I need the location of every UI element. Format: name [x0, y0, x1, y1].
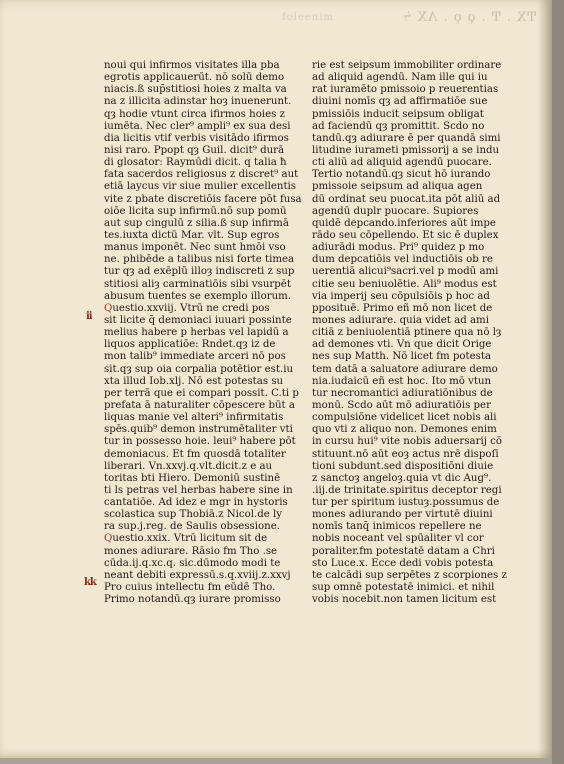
folio-heading: foleenim: [282, 12, 334, 23]
text-line: tes.iuxta dictū Mar. vlt. Sup egros: [104, 229, 280, 241]
text-line: qȝ hodie vtunt circa ifirmos hoies z: [104, 108, 285, 120]
text-line: per terrā que ei compari possit. C.ti p: [104, 387, 299, 399]
text-line: adiurādi modus. Pri⁹ quidez p mo: [312, 242, 485, 254]
text-line: Primo notandū.qȝ iurare promisso: [104, 594, 281, 606]
margin-mark-kk: kk: [84, 577, 96, 588]
text-line: oiōe licita sup infirmū.nō sup pomū: [104, 205, 287, 217]
text-line: ad aliquid agendū. Nam ille qui iu: [312, 72, 488, 84]
right-text-column: [312, 60, 512, 606]
text-line: na z illicita adinstar hoȝ inuenerunt.: [104, 96, 292, 108]
text-line: liquos applicatiōe: Rndet.qȝ iz de: [104, 339, 276, 351]
text-line: cti aliū ad aliquid agendū puocare.: [312, 157, 492, 169]
text-line: nisi raro. Ppopt qȝ Guil. dicit⁹ durā: [104, 144, 285, 156]
text-line: tem datā a saluatore adiurare demo: [312, 363, 498, 375]
text-line: dū ordinat seu puocat.ita pōt aliū ad: [312, 193, 501, 205]
text-line: ad demones vti. Vn que dicit Orige: [312, 339, 492, 351]
text-line: nia.iudaicū eñ est hoc. Ito mō vtun: [312, 375, 492, 387]
text-line: dum depcatiōis vel inductiōis ob re: [312, 254, 493, 266]
text-line: cantatiōe. Ad idez e mgr in hystoris: [104, 497, 288, 509]
text-line: pmissoie seipsum ad aliqua agen: [312, 181, 483, 193]
text-line: manus imponēt. Nec sunt hmōi vso: [104, 242, 286, 254]
margin-mark-ii: ii: [86, 311, 92, 322]
text-line: sit.qȝ sup oia corpalia potētior est.iu: [104, 363, 294, 375]
text-line: fata sacerdos religiosus z discret⁹ aut: [104, 169, 299, 181]
text-line: via imperij seu cōpulsiōis p hoc ad: [312, 290, 490, 302]
text-line: xta illud Iob.xlj. Nō est potestas su: [104, 375, 284, 387]
text-line: mones adiurando per virtutē diuini: [312, 509, 493, 521]
text-line: litudine iurameti pmissorij a se indu: [312, 144, 500, 156]
text-line: ra sup.j.reg. de Saulis obsessione.: [104, 521, 280, 533]
text-line: vite z pbate discretiōis facere pōt fusa: [104, 193, 302, 205]
text-line: pmissiōis inducit seipsum obligat: [312, 108, 484, 120]
text-line: agendū duplr puocare. Supiores: [312, 205, 479, 217]
text-line: stitiosi aliȝ carminatiōis sibi vsurpēt: [104, 278, 291, 290]
text-line: Questio.xxix. Vtrū licitum sit de: [104, 533, 268, 545]
text-line: cūda.ij.q.xc.q. sic.dūmodo modi te: [104, 557, 281, 569]
text-line: ti ls petras vel herbas habere sine in: [104, 484, 293, 496]
text-line: quo vti z aliquo non. Demones enim: [312, 424, 497, 436]
text-line: iumēta. Nec cler⁹ ampli⁹ ex sua desi: [104, 120, 291, 132]
text-line: egrotis applicauerūt. nō solū demo: [104, 72, 285, 84]
text-line: tur qȝ ad exēplū illoȝ indiscreti z sup: [104, 266, 295, 278]
text-line: prefata ā naturaliter cōpescere būt a: [104, 399, 295, 411]
text-line: te calcādi sup serpētes z scorpiones z: [312, 569, 507, 581]
text-line: tandū.qȝ adiurare ē per quandā simi: [312, 132, 501, 144]
text-line: citiā z beniuolentiā ptinere qua nō lȝ: [312, 327, 502, 339]
text-line: Questio.xxviij. Vtrū ne credi pos: [104, 302, 270, 314]
bleed-through-heading: ͲX . Ͳ . ǫ ǫ . ɅX ϟ: [402, 10, 536, 25]
text-line: vobis nocebit.non tamen licitum est: [312, 594, 497, 606]
text-line: mones adiurare. Rāsio fm Tho .se: [104, 545, 278, 557]
text-line: di glosator: Raymūdi dicit. q talia ħ: [104, 157, 287, 169]
text-line: niacis.ß sup̄stitiosi hoies z malta va: [104, 84, 287, 96]
text-line: pposituē. Primo eñ mō non licet de: [312, 302, 493, 314]
text-line: sup omnē potestatē inimici. et nihil: [312, 582, 495, 594]
text-line: sit licite q̄ demoniaci iuuari possinte: [104, 314, 292, 326]
text-line: ne. phibēde a talibus nisi forte timea: [104, 254, 295, 266]
text-line: z sanctoȝ angeloȝ.quia vt dic Aug⁹.: [312, 472, 492, 484]
text-line: dia licitis vtif verbis visitādo ifirmos: [104, 132, 289, 144]
text-line: quidē depcando.inferiores aūt impe: [312, 217, 496, 229]
text-line: rie est seipsum immobiliter ordinare: [312, 60, 502, 71]
text-line: tioni subdunt.sed dispositiōni diuie: [312, 460, 494, 472]
text-line: scolastica sup Thobiā.z Nicol.de ly: [104, 509, 283, 521]
text-line: nomīs tanq̄ inimicos repellere ne: [312, 521, 482, 533]
text-line: tur necromantici adiuratiōnibus de: [312, 387, 493, 399]
text-line: abusum tuentes se exemplo illorum.: [104, 290, 292, 302]
text-line: tur per spiritum iustuȝ.possumus de: [312, 497, 500, 509]
text-line: rat iuramēto pmissoio p reuerentias: [312, 84, 499, 96]
text-line: mones adiurare. quia videt ad ami: [312, 314, 489, 326]
text-line: demoniacus. Et fm quosdā totaliter: [104, 448, 286, 460]
text-line: diuini nomīs qȝ ad affirmatiōe sue: [312, 96, 488, 108]
text-line: nobis noceant vel spūaliter vl̄ cor: [312, 533, 484, 545]
text-line: tur in possesso hoie. leui⁹ habere pōt: [104, 436, 296, 448]
text-line: liberari. Vn.xxvj.q.vlt.dicit.z e au: [104, 460, 273, 472]
text-line: .iij.de trinitate.spiritus deceptor regi: [312, 484, 502, 496]
text-line: sto Luce.x. Ecce dedi vobis potesta: [312, 557, 494, 569]
text-line: poraliter.fm potestatē datam a Chri: [312, 545, 495, 557]
text-line: in cursu hui⁹ vite nobis aduersarij cō: [312, 436, 502, 448]
text-line: liquas manie vel alteri⁹ infirmitatis: [104, 412, 284, 424]
text-line: stituunt.nō aūt eoȝ actus nrē dispoſī: [312, 448, 499, 460]
text-line: nes sup Matth. Nō licet fm potesta: [312, 351, 492, 363]
text-line: aut sup cingulū z silia.ß sup infirmā: [104, 217, 289, 229]
text-line: melius habere p herbas vel lapidū a: [104, 327, 289, 339]
text-line: compulsiōne videlicet licet nobis ali: [312, 412, 497, 424]
text-line: toritas bti Hiero. Demoniū sustinē: [104, 472, 281, 484]
text-line: Tertio notandū.qȝ sicut hō iurando: [312, 169, 491, 181]
text-line: noui qui infirmos visitates illa pba: [104, 60, 280, 71]
text-line: mon talib⁹ immediate arceri nō pos: [104, 351, 286, 363]
text-line: uerentiā alicui⁹sacri.vel p modū ami: [312, 266, 499, 278]
text-line: ad faciendū qȝ promittit. Scdo no: [312, 120, 485, 132]
text-line: citie seu beniuolētie. Ali⁹ modus est: [312, 278, 497, 290]
text-line: rādo seu cōpellendo. Et sic ē duplex: [312, 229, 499, 241]
left-text-column: [104, 60, 304, 606]
book-edge: [552, 0, 564, 764]
text-line: spēs.quib⁹ demon instrumētaliter vti: [104, 424, 293, 436]
text-line: neant debiti expressū.s.q.xviij.z.xxvj: [104, 569, 291, 581]
text-line: Pro cuius intellectu fm eūdē Tho.: [104, 582, 276, 594]
text-line: monū. Scdo aūt mō adiuratiōis per: [312, 399, 491, 411]
text-line: etiā laycus vir siue mulier excellentis: [104, 181, 297, 193]
